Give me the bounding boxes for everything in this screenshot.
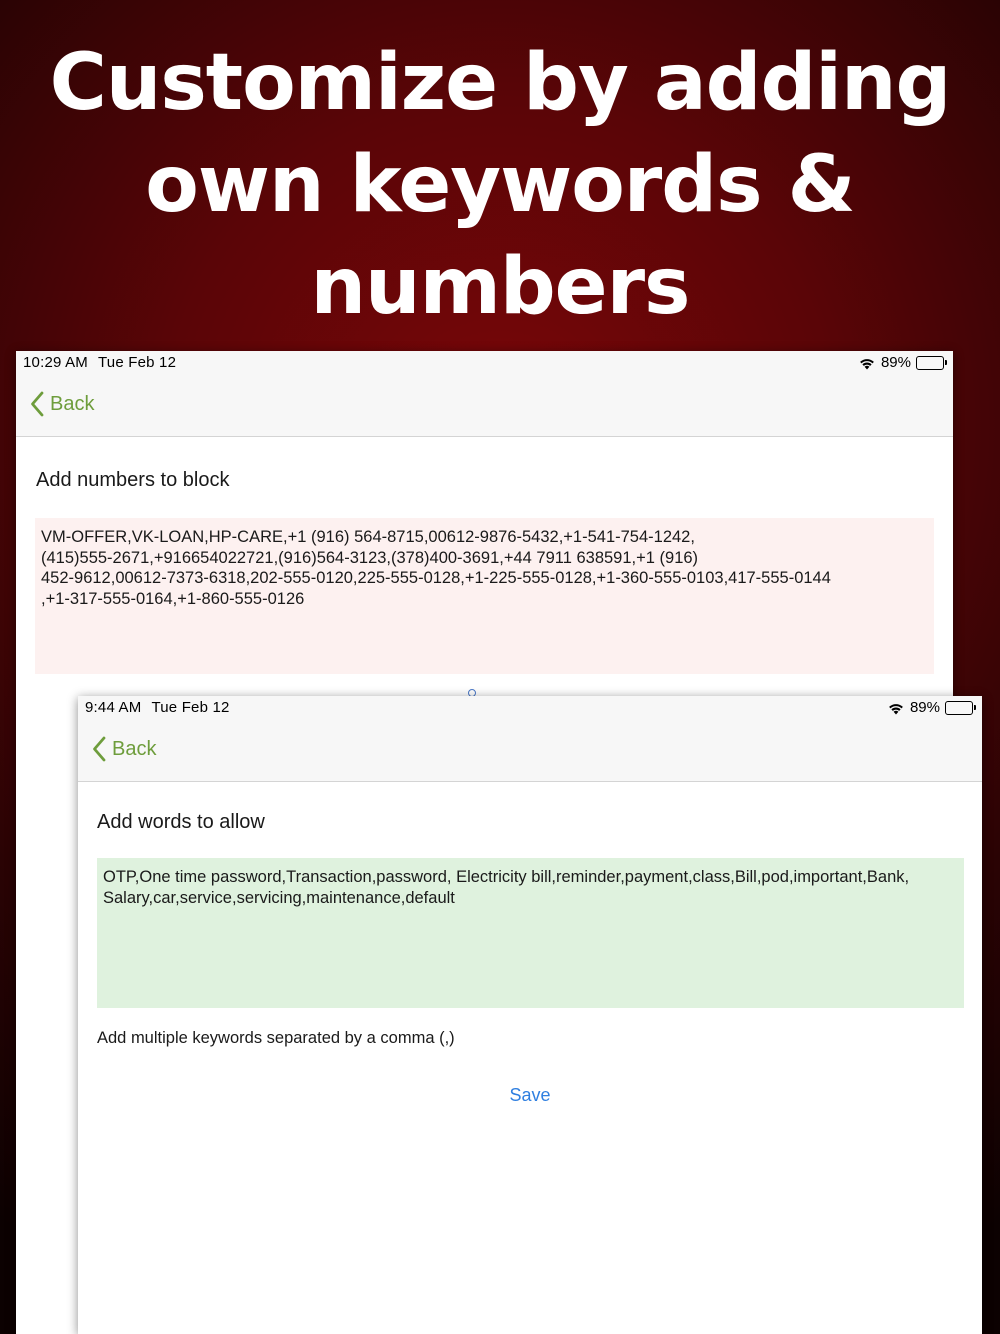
headline-line-3: numbers [310, 242, 690, 332]
battery-icon [916, 356, 947, 370]
status-bar [16, 351, 953, 377]
section-title: Add words to allow [97, 811, 265, 833]
back-button[interactable] [92, 736, 156, 762]
wifi-icon [887, 701, 905, 715]
section-title: Add numbers to block [36, 469, 230, 491]
back-button-label: Back [50, 392, 95, 415]
navigation-bar [78, 722, 982, 782]
battery-icon [945, 701, 976, 715]
words-line: Salary,car,service,servicing,maintenance,default [103, 888, 455, 907]
status-date: Tue Feb 12 [151, 699, 230, 716]
battery-percent: 89% [909, 699, 940, 716]
allow-words-screen [78, 696, 982, 1334]
status-bar [78, 696, 982, 722]
numbers-line: (415)555-2671,+916654022721,(916)564-3123,(378)400-3691,+44 7911 638591,+1 (916) [41, 548, 699, 567]
back-button-label: Back [112, 737, 157, 760]
navigation-bar [16, 377, 953, 437]
chevron-left-icon [30, 391, 44, 417]
wifi-icon [858, 356, 876, 370]
status-date: Tue Feb 12 [97, 354, 177, 371]
words-line: OTP,One time password,Transaction,password, Electricity bill,reminder,payment,class,Bill,pod,important,Bank, [103, 868, 910, 886]
headline-line-2: own keywords & [145, 140, 855, 230]
numbers-line: VM-OFFER,VK-LOAN,HP-CARE,+1 (916) 564-8715,00612-9876-5432,+1-541-754-1242, [41, 528, 695, 546]
numbers-line: 452-9612,00612-7373-6318,202-555-0120,225-555-0128,+1-225-555-0128,+1-360-555-0103,417-555-0144 [41, 569, 831, 587]
back-button[interactable] [30, 391, 94, 417]
allow-words-textarea[interactable] [97, 858, 964, 1008]
headline-line-1: Customize by adding [49, 38, 951, 128]
status-time: 10:29 AM [23, 354, 88, 371]
block-numbers-textarea[interactable] [35, 518, 934, 674]
helper-text: Add multiple keywords separated by a comma (,) [97, 1029, 455, 1047]
save-button[interactable]: Save [509, 1085, 551, 1105]
headline [0, 32, 1000, 338]
numbers-line: ,+1-317-555-0164,+1-860-555-0126 [41, 589, 305, 608]
battery-percent: 89% [880, 354, 911, 371]
status-time: 9:44 AM [85, 699, 142, 716]
chevron-left-icon [92, 736, 106, 762]
